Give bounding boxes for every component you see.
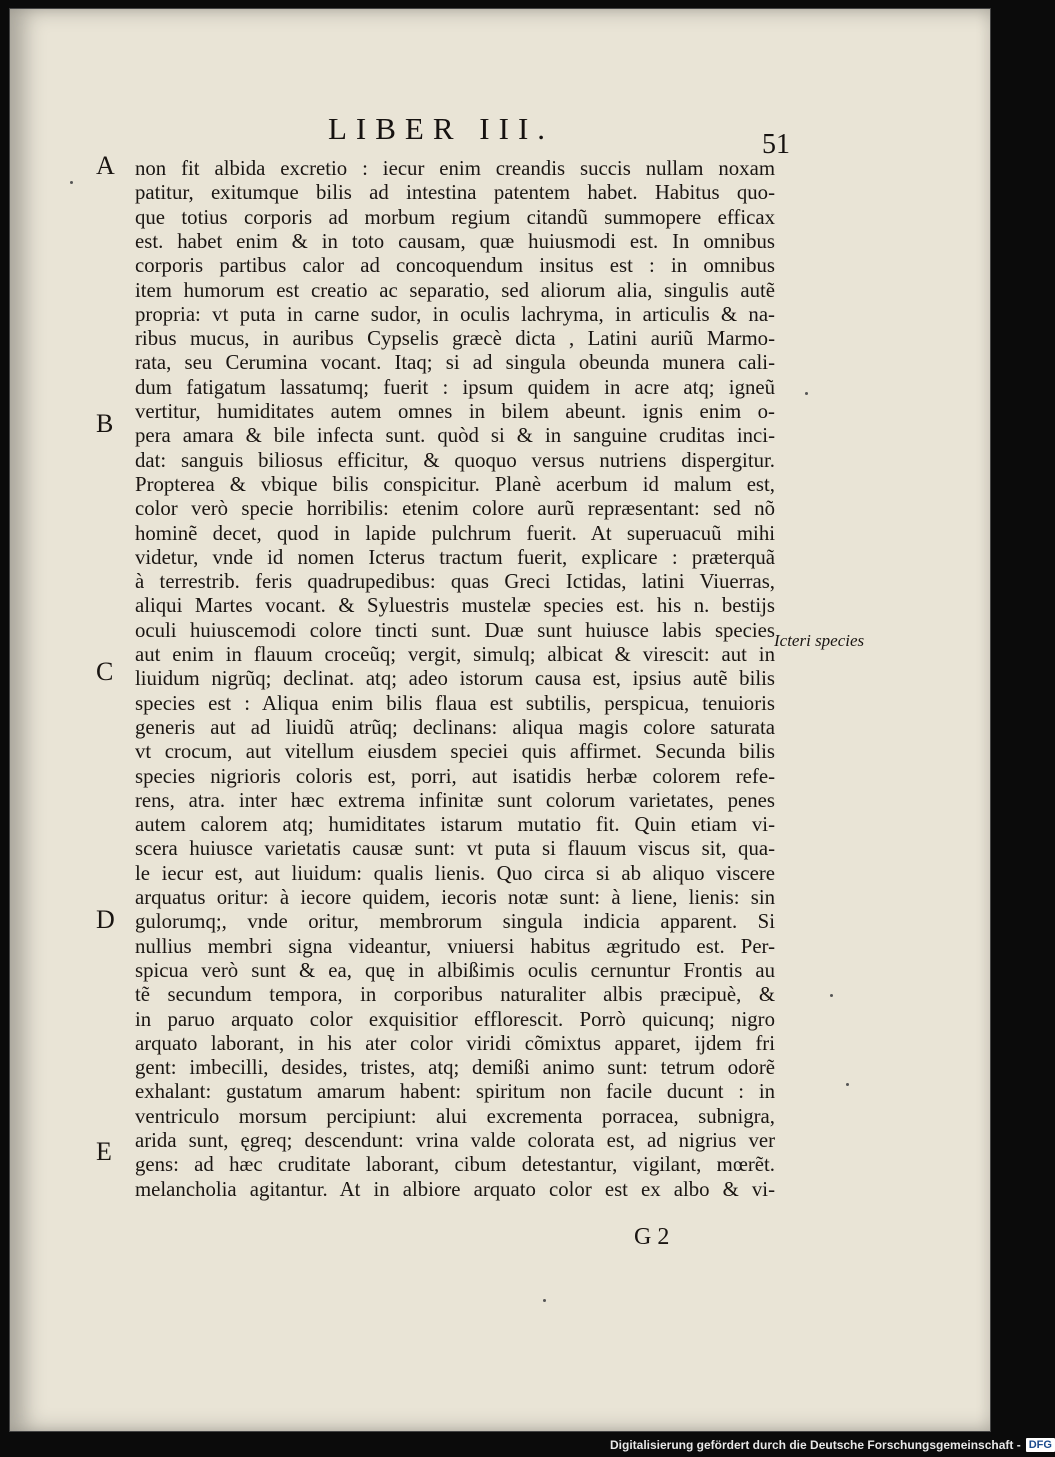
text-line: pera amara & bile infecta sunt. quòd si & in sanguine cruditas inci- (135, 424, 775, 447)
text-line: generis aut ad liuidũ atrũq; declinans: aliqua magis colore saturata (135, 716, 775, 739)
section-letter-b: B (96, 409, 114, 438)
section-letter-d: D (96, 905, 115, 934)
text-line: arquato laborant, in his ater color viridi cõmixtus apparet, ijdem fri (135, 1032, 775, 1055)
text-line: vertitur, humiditates autem omnes in bilem abeunt. ignis enim o- (135, 400, 775, 423)
digitization-credit: Digitalisierung gefördert durch die Deutsche Forschungsgemeinschaft - (610, 1438, 1021, 1452)
text-line: le iecur est, aut liuidum: qualis lienis. Quo circa si ab aliquo viscere (135, 862, 775, 885)
text-line: in paruo arquato color exquisitior efflorescit. Porrò quicunq; nigro (135, 1008, 775, 1031)
text-line: gens: ad hæc cruditate laborant, cibum detestantur, vigilant, mœrẽt. (135, 1153, 775, 1176)
text-line: gulorumq;, vnde oritur, membrorum singula indicia apparent. Si (135, 910, 775, 933)
text-line: tẽ secundum tempora, in corporibus naturaliter albis præcipuè, & (135, 983, 775, 1006)
text-line: liuidum nigrũq; declinat. atq; adeo istorum causa est, ipsius autẽ bilis (135, 667, 775, 690)
text-line: que totius corporis ad morbum regium citandũ summopere efficax (135, 206, 775, 229)
text-line: ribus mucus, in auribus Cypselis græcè dicta , Latini auriũ Marmo- (135, 327, 775, 350)
page-number: 51 (762, 129, 790, 160)
text-line: species nigrioris coloris est, porri, aut isatidis herbæ colorem refe- (135, 765, 775, 788)
dfg-logo: DFG (1026, 1438, 1055, 1452)
text-line: item humorum est creatio ac separatio, sed aliorum alia, singulis autẽ (135, 279, 775, 302)
text-line: gent: imbecilli, desides, tristes, atq; demißi animo sunt: tetrum odorẽ (135, 1056, 775, 1079)
text-line: spicua verò sunt & ea, quę in albißimis oculis cernuntur Frontis au (135, 959, 775, 982)
text-line: autem calorem atq; humiditates istarum mutatio fit. Quin etiam vi- (135, 813, 775, 836)
text-line: ventriculo morsum percipiunt: alui excrementa porracea, subnigra, (135, 1105, 775, 1128)
paper-speck (805, 392, 808, 395)
text-line: vt crocum, aut vitellum eiusdem speciei quis affirmet. Secunda bilis (135, 740, 775, 763)
text-line: arquatus oritur: à iecore quidem, iecoris notæ sunt: à liene, lienis: sin (135, 886, 775, 909)
section-letter-a: A (96, 151, 115, 180)
text-line: Propterea & vbique bilis conspicitur. Planè acerbum id malum est, (135, 473, 775, 496)
page-header: LIBER III. (328, 111, 555, 146)
text-line: arida sunt, ęgreq; descendunt: vrina valde colorata est, ad nigrius ver (135, 1129, 775, 1152)
text-line: corporis partibus calor ad concoquendum insitus est : in omnibus (135, 254, 775, 277)
section-letter-c: C (96, 657, 114, 686)
text-line: rata, seu Cerumina vocant. Itaq; si ad singula obeunda munera cali- (135, 351, 775, 374)
text-line: propria: vt puta in carne sudor, in oculis lachryma, in articulis & na- (135, 303, 775, 326)
text-line: exhalant: gustatum amarum habent: spiritum non facile ducunt : in (135, 1080, 775, 1103)
marginal-note: Icteri species (774, 631, 865, 650)
text-line: nullius membri signa videantur, vniuersi habitus ægritudo est. Per- (135, 935, 775, 958)
paper-speck (70, 181, 73, 184)
paper-speck (846, 1083, 849, 1086)
text-line: dum fatigatum lassatumq; fuerit : ipsum quidem in acre atq; igneũ (135, 376, 775, 399)
text-line: dat: sanguis biliosus efficitur, & quoquo versus nutriens dispergitur. (135, 449, 775, 472)
text-line: color verò specie horribilis: etenim colore aurũ repræsentant: sed nõ (135, 497, 775, 520)
text-line: patitur, exitumque bilis ad intestina patentem habet. Habitus quo- (135, 181, 775, 204)
text-line: scera huiusce varietatis causæ sunt: vt puta si flauum viscus sit, qua- (135, 837, 775, 860)
text-line: est. habet enim & in toto causam, quæ huiusmodi est. In omnibus (135, 230, 775, 253)
text-line: species est : Aliqua enim bilis flaua est subtilis, perspicua, tenuioris (135, 692, 775, 715)
text-line: oculi huiuscemodi colore tincti sunt. Duæ sunt huiusce labis species (135, 619, 775, 642)
paper-speck (543, 1299, 546, 1302)
text-line: aliqui Martes vocant. & Syluestris mustelæ species est. his n. bestijs (135, 594, 775, 617)
text-line: à terrestrib. feris quadrupedibus: quas Greci Ictidas, latini Viuerras, (135, 570, 775, 593)
text-line: melancholia agitantur. At in albiore arquato color est ex albo & vi- (135, 1178, 775, 1201)
signature-mark: G 2 (634, 1224, 670, 1250)
digitization-footer (610, 1436, 1055, 1454)
text-line: aut enim in flauum croceũq; vergit, simulq; albicat & virescit: aut in (135, 643, 775, 666)
paper-speck (830, 994, 833, 997)
book-page (9, 8, 991, 1432)
text-line: rens, atra. inter hæc extrema infinitæ sunt colorum varietates, penes (135, 789, 775, 812)
text-line: videtur, vnde id nomen Icterus tractum fuerit, explicare : præterquã (135, 546, 775, 569)
text-line: non fit albida excretio : iecur enim creandis succis nullam noxam (135, 157, 775, 180)
section-letter-e: E (96, 1137, 112, 1166)
text-line: hominẽ decet, quod in lapide pulchrum fuerit. At superuacuũ mihi (135, 522, 775, 545)
